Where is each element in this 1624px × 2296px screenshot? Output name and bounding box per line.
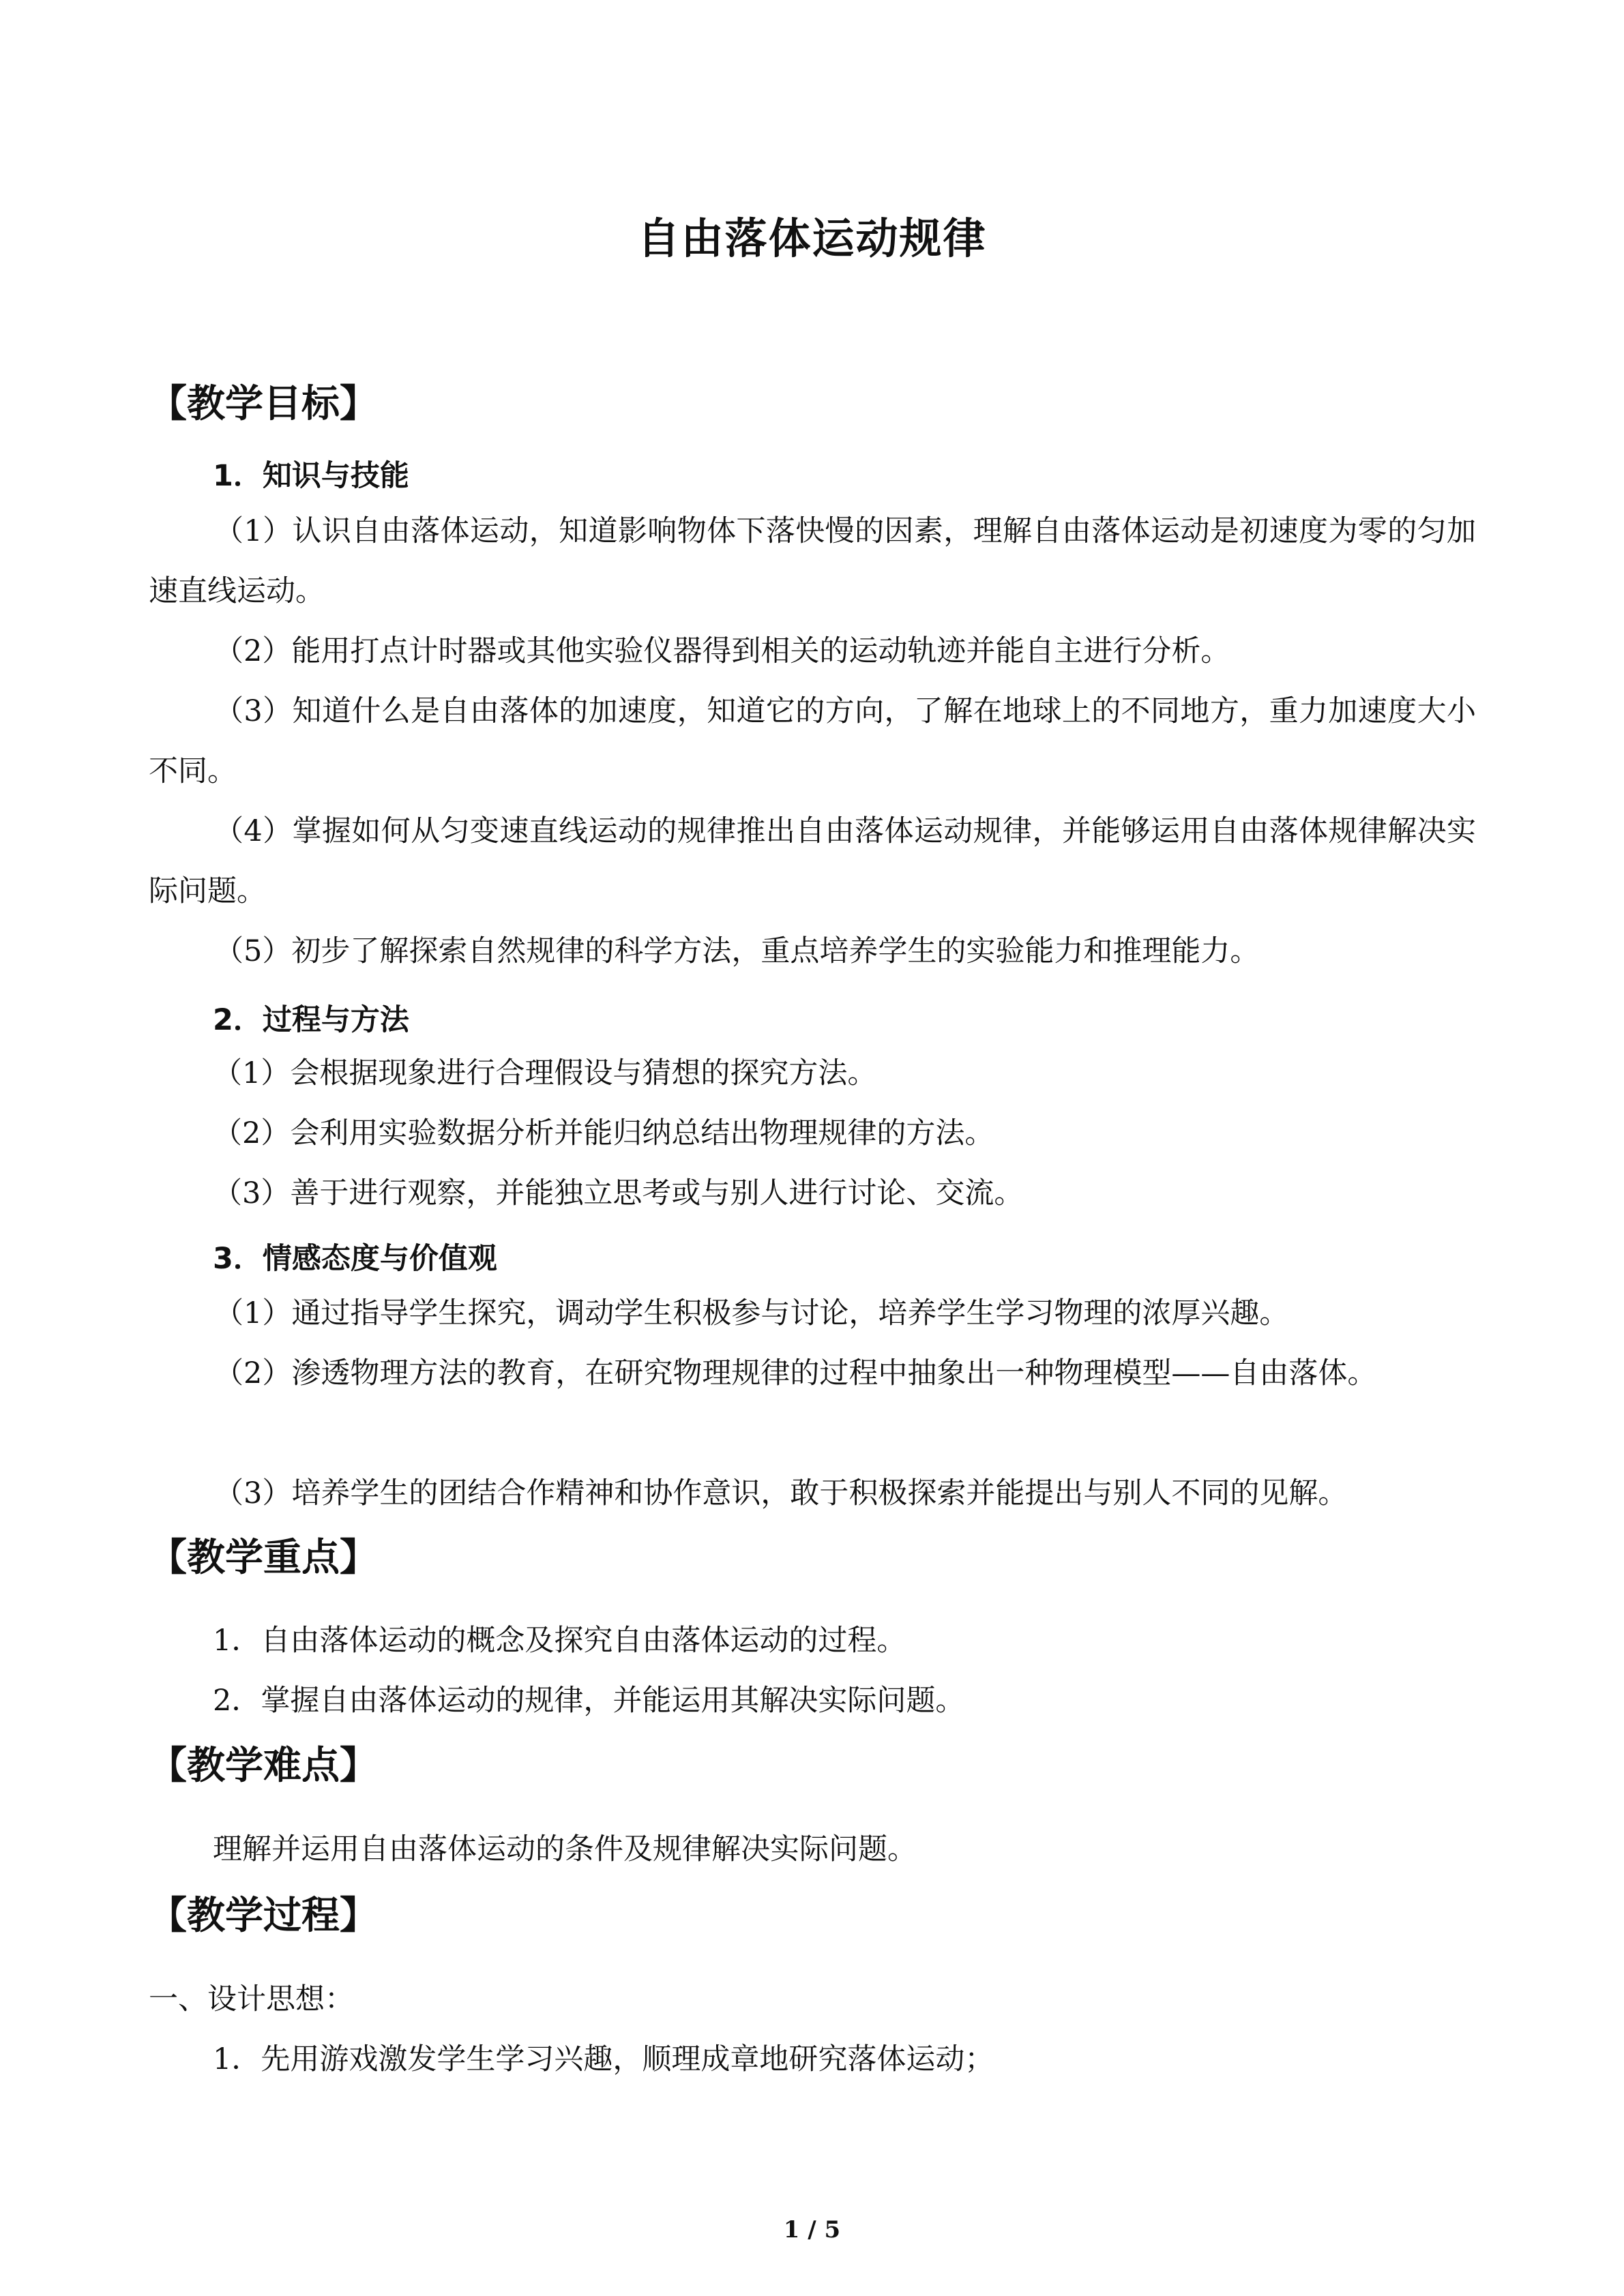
objective-item-3-1: （1）通过指导学生探究，调动学生积极参与讨论，培养学生学习物理的浓厚兴趣。 <box>214 1296 1289 1330</box>
objective-item-3-3: （3）培养学生的团结合作精神和协作意识，敢于积极探索并能提出与别人不同的见解。 <box>214 1476 1348 1510</box>
objective-item-2-1: （1）会根据现象进行合理假设与猜想的探究方法。 <box>213 1056 877 1090</box>
section-heading-difficulties: 【教学难点】 <box>149 1744 378 1788</box>
process-subheading-design: 一、设计思想： <box>149 1982 354 2016</box>
subheading-knowledge-skills: 1．知识与技能 <box>213 459 409 493</box>
key-point-item-1: 1．自由落体运动的概念及探究自由落体运动的过程。 <box>213 1624 906 1658</box>
difficulty-text: 理解并运用自由落体运动的条件及规律解决实际问题。 <box>213 1832 917 1866</box>
subheading-process-methods: 2．过程与方法 <box>213 1003 409 1037</box>
objective-item-1-1: （1）认识自由落体运动，知道影响物体下落快慢的因素，理解自由落体运动是初速度为零的匀加速直线运动。 <box>149 514 1476 608</box>
section-heading-process: 【教学过程】 <box>149 1894 378 1938</box>
process-item-1: 1．先用游戏激发学生学习兴趣，顺理成章地研究落体运动； <box>213 2042 994 2076</box>
objective-item-1-2: （2）能用打点计时器或其他实验仪器得到相关的运动轨迹并能自主进行分析。 <box>214 634 1230 668</box>
subheading-attitude-values: 3．情感态度与价值观 <box>213 1242 497 1276</box>
objective-item-2-2: （2）会利用实验数据分析并能归纳总结出物理规律的方法。 <box>213 1116 994 1150</box>
key-point-item-2: 2．掌握自由落体运动的规律，并能运用其解决实际问题。 <box>213 1684 965 1718</box>
objective-item-3-2: （2）渗透物理方法的教育，在研究物理规律的过程中抽象出一种物理模型——自由落体。 <box>214 1356 1377 1390</box>
objective-item-1-4: （4）掌握如何从匀变速直线运动的规律推出自由落体运动规律，并能够运用自由落体规律解决实际问题。 <box>149 814 1476 908</box>
section-heading-key-points: 【教学重点】 <box>149 1536 378 1580</box>
objective-item-1-3: （3）知道什么是自由落体的加速度，知道它的方向，了解在地球上的不同地方，重力加速度大小不同。 <box>149 694 1476 788</box>
section-heading-objectives: 【教学目标】 <box>149 382 378 426</box>
page-number: 1 / 5 <box>783 2216 841 2243</box>
objective-item-1-5: （5）初步了解探索自然规律的科学方法，重点培养学生的实验能力和推理能力。 <box>214 934 1260 968</box>
objective-item-2-3: （3）善于进行观察，并能独立思考或与别人进行讨论、交流。 <box>213 1176 1024 1210</box>
document-title: 自由落体运动规律 <box>637 213 987 263</box>
